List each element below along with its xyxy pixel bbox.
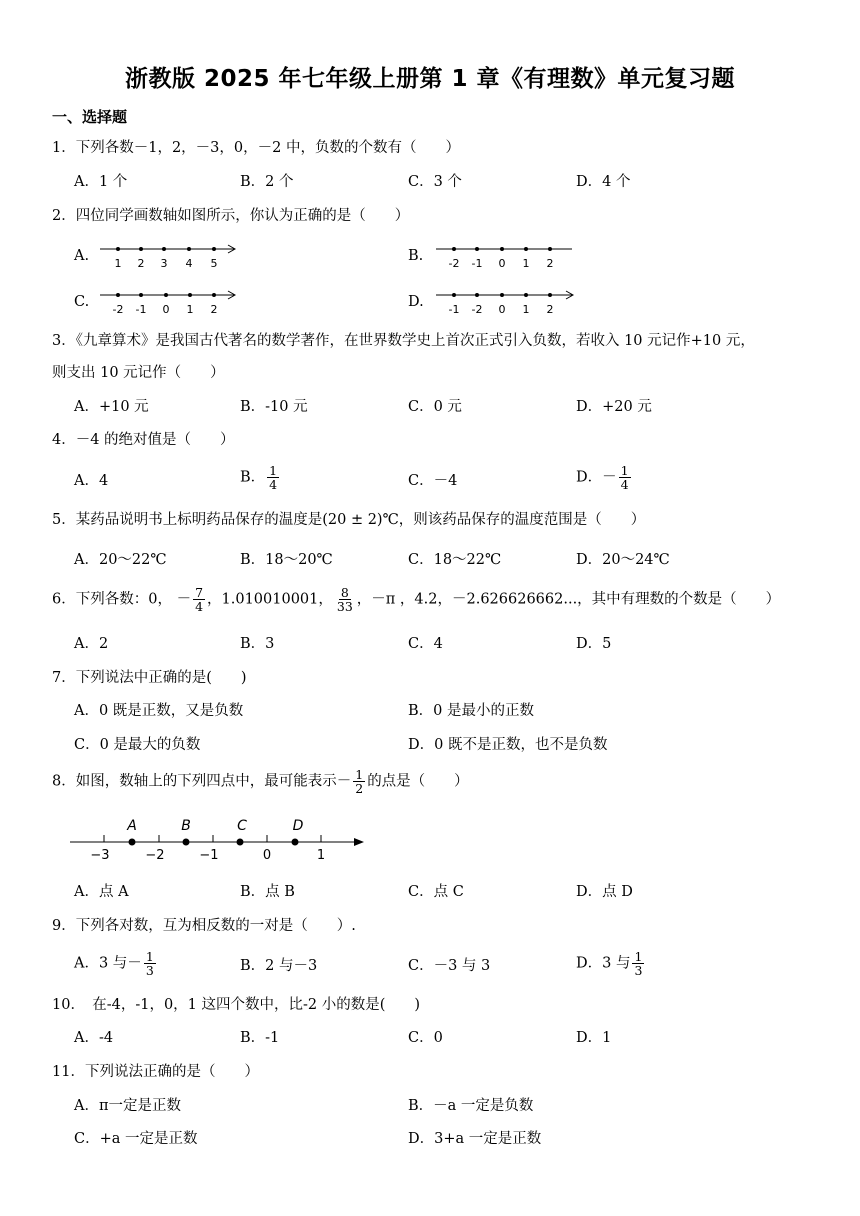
q7-option-b: B．0 是最小的正数 <box>408 703 534 719</box>
q2-option-d: D. <box>408 294 424 310</box>
q1-option-b: B．2 个 <box>240 174 294 190</box>
q4-option-b <box>240 464 281 491</box>
q2b-tick-label: 2 <box>546 257 554 270</box>
fraction-denominator: 2 <box>355 781 364 796</box>
q2c-tick-label: -2 <box>112 303 124 316</box>
q2a-tick-dot <box>187 247 191 251</box>
q7-option-d: D．0 既不是正数，也不是负数 <box>408 737 608 753</box>
q11-option-d: D．3+a 一定是正数 <box>408 1131 542 1147</box>
q1-option-a: A．1 个 <box>74 174 128 190</box>
fraction <box>267 464 279 491</box>
q8-option-b: B．点 B <box>240 884 295 900</box>
q2d-tick-dot <box>475 293 479 297</box>
q8-stem-post: 的点是（ ） <box>367 773 469 790</box>
q2-numberline-a <box>98 240 242 272</box>
q2b-tick-dot <box>524 247 528 251</box>
fraction-denominator: 4 <box>195 599 204 614</box>
fraction-numerator: 1 <box>620 463 629 478</box>
question-6-stem <box>52 586 780 613</box>
q8-tick-label: −2 <box>145 848 165 863</box>
q8-tick-label: 1 <box>316 848 326 863</box>
fraction <box>144 950 156 977</box>
q11-option-c: C．+a 一定是正数 <box>74 1131 198 1147</box>
q6-stem-post: ，－π ，4.2，－2.626626662...，其中有理数的个数是（ ） <box>356 591 781 608</box>
q2c-tick-label: 2 <box>210 303 218 316</box>
q9-option-b: B．2 与－3 <box>240 958 318 974</box>
q4-option-a: A．4 <box>74 473 109 489</box>
q6-option-b: B．3 <box>240 636 275 652</box>
q7-option-c: C．0 是最大的负数 <box>74 737 201 753</box>
fraction-denominator: 4 <box>269 477 278 492</box>
fraction-numerator: 7 <box>195 585 204 600</box>
fraction-denominator: 33 <box>336 599 353 614</box>
q8-tick-label: −1 <box>199 848 219 863</box>
q8-point-label: C <box>237 818 247 834</box>
q3-option-d: D．+20 元 <box>576 399 652 415</box>
q2d-tick-dot <box>524 293 528 297</box>
q2a-tick-label: 5 <box>210 257 218 270</box>
q2b-tick-label: 1 <box>522 257 530 270</box>
q6-stem-pre: 6．下列各数：0， <box>52 591 172 608</box>
q2d-tick-label: 2 <box>546 303 554 316</box>
q8-option-d: D．点 D <box>576 884 633 900</box>
q9-option-d <box>576 950 646 977</box>
q9-option-a-label: A．3 与－ <box>74 955 142 972</box>
q4-option-b-label: B． <box>240 469 266 486</box>
q8-point-d <box>292 839 299 846</box>
q2d-tick-dot <box>452 293 456 297</box>
q2-option-a: A. <box>74 248 90 264</box>
q3-option-b: B．-10 元 <box>240 399 308 415</box>
question-8-stem <box>52 768 469 795</box>
q10-option-d: D．1 <box>576 1030 612 1046</box>
question-5-stem: 5．某药品说明书上标明药品保存的温度是(20 ± 2)℃，则该药品保存的温度范围是（ ） <box>52 512 646 528</box>
q1-option-c: C．3 个 <box>408 174 462 190</box>
q2c-tick-dot <box>164 293 168 297</box>
q2d-tick-dot <box>548 293 552 297</box>
fraction-numerator: 1 <box>269 463 278 478</box>
q2a-tick-dot <box>212 247 216 251</box>
q8-option-a: A．点 A <box>74 884 129 900</box>
q2b-tick-dot <box>500 247 504 251</box>
q3-option-c: C．0 元 <box>408 399 462 415</box>
q2d-tick-label: -1 <box>448 303 460 316</box>
q7-option-a: A．0 既是正数，又是负数 <box>74 703 244 719</box>
q2-numberline-b <box>434 240 578 272</box>
q1-option-d: D．4 个 <box>576 174 631 190</box>
q2a-tick-dot <box>139 247 143 251</box>
q4-option-d-label: D．－ <box>576 469 617 486</box>
q2d-tick-label: 1 <box>522 303 530 316</box>
q2a-tick-label: 1 <box>114 257 122 270</box>
q2b-tick-dot <box>475 247 479 251</box>
q6-stem-mid: ，1.010010001， <box>207 591 333 608</box>
question-11-stem: 11．下列说法正确的是（ ） <box>52 1064 259 1080</box>
q6-frac1-sign: － <box>176 591 192 608</box>
q2-option-b: B. <box>408 248 424 264</box>
q9-option-a <box>74 950 158 977</box>
fraction-numerator: 1 <box>355 767 364 782</box>
q2a-tick-label: 4 <box>185 257 193 270</box>
q2b-tick-dot <box>452 247 456 251</box>
q10-option-b: B．-1 <box>240 1030 280 1046</box>
fraction-numerator: 1 <box>145 949 154 964</box>
q2a-tick-label: 2 <box>137 257 145 270</box>
fraction <box>335 586 355 613</box>
q2-numberline-c <box>98 286 242 318</box>
q8-point-b <box>183 839 190 846</box>
question-1-stem: 1．下列各数－1，2，－3，0，－2 中，负数的个数有（ ） <box>52 140 460 156</box>
q2b-tick-label: -2 <box>448 257 460 270</box>
q5-option-a: A．20～22℃ <box>74 552 167 568</box>
q3-option-a: A．+10 元 <box>74 399 149 415</box>
question-3-stem-line1: 3．《九章算术》是我国古代著名的数学著作，在世界数学史上首次正式引入负数，若收入 10 元记作+10 元， <box>52 333 755 349</box>
q8-tick-label: −3 <box>90 848 110 863</box>
question-4-stem: 4．－4 的绝对值是（ ） <box>52 432 235 448</box>
q2-option-c: C. <box>74 294 90 310</box>
q11-option-b: B．－a 一定是负数 <box>408 1098 534 1114</box>
q2a-tick-dot <box>162 247 166 251</box>
q2c-tick-label: 1 <box>186 303 194 316</box>
fraction <box>619 464 631 491</box>
fraction-denominator: 4 <box>620 477 629 492</box>
q8-option-c: C．点 C <box>408 884 464 900</box>
q5-option-d: D．20～24℃ <box>576 552 670 568</box>
q2-numberline-d <box>434 286 578 318</box>
q8-point-label: D <box>292 818 304 834</box>
q2d-tick-label: 0 <box>498 303 506 316</box>
q8-point-label: B <box>181 818 191 834</box>
q11-option-a: A．π一定是正数 <box>74 1098 182 1114</box>
question-7-stem: 7．下列说法中正确的是( ) <box>52 670 247 686</box>
q2b-tick-label: 0 <box>498 257 506 270</box>
q5-option-b: B．18～20℃ <box>240 552 333 568</box>
fraction <box>193 586 205 613</box>
q4-option-c: C．－4 <box>408 473 458 489</box>
fraction-numerator: 8 <box>340 585 349 600</box>
page-title: 浙教版 2025 年七年级上册第 1 章《有理数》单元复习题 <box>124 66 736 92</box>
q2c-tick-dot <box>212 293 216 297</box>
fraction-denominator: 3 <box>634 963 643 978</box>
q8-stem-pre: 8．如图，数轴上的下列四点中，最可能表示－ <box>52 773 352 790</box>
q8-tick-label: 0 <box>262 848 272 863</box>
q2d-tick-label: -2 <box>471 303 483 316</box>
q2c-tick-label: -1 <box>135 303 147 316</box>
q9-option-c: C．－3 与 3 <box>408 958 491 974</box>
q8-point-c <box>237 839 244 846</box>
question-9-stem: 9．下列各对数，互为相反数的一对是（ ）. <box>52 918 356 934</box>
q2c-tick-label: 0 <box>162 303 170 316</box>
q2a-tick-dot <box>116 247 120 251</box>
q2a-tick-label: 3 <box>160 257 168 270</box>
fraction <box>353 768 365 795</box>
fraction-numerator: 1 <box>634 949 643 964</box>
q2c-tick-dot <box>139 293 143 297</box>
q9-option-d-label: D．3 与 <box>576 955 631 972</box>
question-10-stem: 10． 在-4，-1，0，1 这四个数中，比-2 小的数是( ) <box>52 997 421 1013</box>
q6-option-c: C．4 <box>408 636 443 652</box>
q2b-tick-dot <box>548 247 552 251</box>
q10-option-a: A．-4 <box>74 1030 114 1046</box>
q8-numberline <box>66 814 372 864</box>
q8-point-a <box>129 839 136 846</box>
q4-option-d <box>576 464 633 491</box>
q8-point-label: A <box>127 818 137 834</box>
q2b-tick-label: -1 <box>471 257 483 270</box>
fraction <box>632 950 644 977</box>
question-3-stem-line2: 则支出 10 元记作（ ） <box>52 365 225 381</box>
question-2-stem: 2．四位同学画数轴如图所示，你认为正确的是（ ） <box>52 208 410 224</box>
q6-option-a: A．2 <box>74 636 109 652</box>
fraction-denominator: 3 <box>145 963 154 978</box>
section-heading: 一、选择题 <box>52 108 128 126</box>
q2c-tick-dot <box>188 293 192 297</box>
q10-option-c: C．0 <box>408 1030 443 1046</box>
q2c-tick-dot <box>116 293 120 297</box>
q2d-tick-dot <box>500 293 504 297</box>
q6-option-d: D．5 <box>576 636 612 652</box>
q5-option-c: C．18～22℃ <box>408 552 502 568</box>
